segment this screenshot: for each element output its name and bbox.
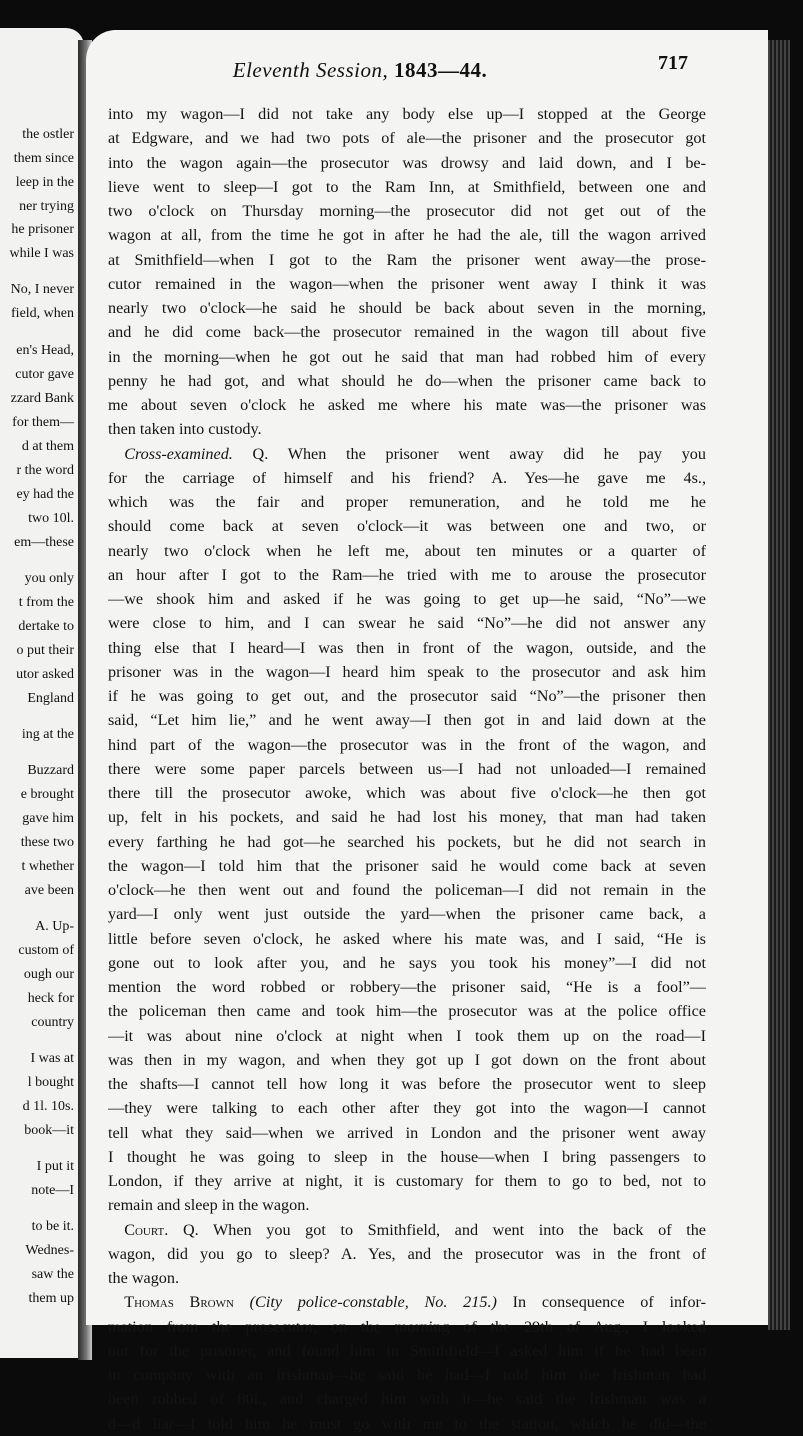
text-line: hind part of the wagon—the prosecutor was in the front of the wagon, and	[108, 735, 706, 754]
left-page-line: heck for	[27, 991, 74, 1006]
text-line: tell what they said—when we arrived in London and the prisoner went away	[108, 1123, 706, 1142]
text-line: Cross-examined. Q. When the prisoner went away did he pay you	[124, 444, 706, 463]
left-page-line: em—these	[14, 535, 74, 550]
running-head-title: Eleventh Session,	[232, 58, 389, 82]
text-line: into my wagon—I did not take any body else up—I stopped at the George	[108, 105, 706, 123]
text-line: —we shook him and asked if he was going to get up—he said, “No”—we	[108, 590, 706, 608]
text-line: was then in my wagon, and when they got up I got down on the front about	[108, 1050, 706, 1069]
text-line: at Smithfield—when I got to the Ram the prisoner went away—the prose-	[108, 250, 706, 269]
text-line: and he did come back—the prosecutor remained in the wagon till about five	[108, 323, 706, 342]
text-line: o'clock—he then went out and found the policeman—I did not remain in the	[108, 881, 706, 899]
left-page-line: you only	[24, 571, 74, 586]
text-line: yard—I only went just outside the yard—when the prisoner came back, a	[108, 905, 706, 924]
page-edges	[768, 40, 790, 1330]
left-page-line: d at them	[21, 439, 74, 454]
text-line: an hour after I got to the Ram—he tried with me to arouse the prosecutor	[108, 565, 706, 584]
text-line: were close to him, and I can swear he said “No”—he did not answer any	[108, 614, 706, 633]
text-line: into the wagon again—the prosecutor was drowsy and laid down, and I be-	[108, 153, 706, 172]
body-text	[108, 102, 706, 1436]
text-line: which was the fair and proper remuneration, and he told me he	[108, 493, 706, 511]
left-page-line: r the word	[16, 463, 74, 478]
left-page-line: I put it	[36, 1159, 74, 1174]
text-line: I thought he was going to sleep in the house—when I bring passengers to	[108, 1147, 706, 1166]
text-line: at Edgware, and we had two pots of ale—the prisoner and the prosecutor got	[108, 129, 706, 148]
text-line: London, if they arrive at night, it is customary for them to go to bed, not to	[108, 1172, 706, 1190]
left-page-line: Wednes-	[25, 1243, 74, 1258]
text-line: Thomas Brown (City police-constable, No. 215.) In consequence of infor-	[124, 1293, 706, 1312]
left-page-line: t whether	[21, 859, 74, 874]
left-page-line: the ostler	[22, 127, 74, 142]
text-line: the wagon.	[108, 1269, 180, 1287]
text-line: me about seven o'clock he asked me where his mate was—the prisoner was	[108, 396, 706, 414]
text-line: two o'clock on Thursday morning—the prosecutor did not get out of the	[108, 202, 706, 220]
text-line: nearly two o'clock when he left me, about ten minutes or a quarter of	[108, 541, 706, 560]
text-line: out for the prisoner, and found him in Smithfield—I asked him if he had been	[108, 1341, 706, 1360]
left-page-line: gave him	[22, 811, 74, 826]
left-page-line: field, when	[11, 306, 74, 321]
left-page-line: them since	[13, 151, 74, 166]
text-line: thing else that I heard—I was then in front of the wagon, outside, and the	[108, 638, 706, 657]
previous-page-fragment	[0, 28, 84, 1358]
left-page-line: dertake to	[18, 619, 74, 634]
text-line: —they were talking to each other after they got into the wagon—I cannot	[108, 1099, 706, 1118]
left-page-line: d 1l. 10s.	[22, 1099, 74, 1114]
left-page-line: ner trying	[19, 199, 74, 214]
left-page-line: zzard Bank	[10, 391, 74, 406]
left-page-line: I was at	[30, 1051, 74, 1066]
left-page-line: custom of	[18, 943, 74, 958]
text-line: penny he had got, and what should he do—when the prisoner came back to	[108, 371, 706, 390]
left-page-line: ough our	[23, 967, 74, 982]
text-line: in company with an Irishman—he said he had—I told him the Irishman had	[108, 1366, 706, 1384]
running-head-years: 1843—44.	[393, 58, 488, 82]
text-line: if he was going to get out, and the prosecutor said “No”—the prisoner then	[108, 687, 706, 705]
text-line: little before seven o'clock, he asked where his mate was, and I said, “He is	[108, 929, 706, 948]
left-page-line: he prisoner	[11, 222, 74, 237]
left-page-line: t from the	[18, 595, 74, 610]
left-page-line: l bought	[27, 1075, 74, 1090]
left-page-line: ave been	[24, 883, 74, 898]
text-line: every farthing he had got—he searched his pockets, but he did not search in	[108, 832, 706, 851]
left-page-line: leep in the	[15, 175, 74, 190]
witness-name: Thomas Brown	[124, 1293, 234, 1312]
left-page-line: book—it	[24, 1123, 74, 1138]
left-page-line: Buzzard	[27, 763, 74, 778]
text-line: lieve went to sleep—I got to the Ram Inn, at Smithfield, between one and	[108, 177, 706, 196]
page-number: 717	[658, 52, 688, 74]
text-line: —it was about nine o'clock at night when I took them up on the road—I	[108, 1026, 706, 1045]
left-page-line: note—I	[31, 1183, 74, 1198]
text-line: then taken into custody.	[108, 420, 262, 439]
text-line: should come back at seven o'clock—it was between one and two, or	[108, 517, 706, 536]
left-page-line: saw the	[31, 1267, 74, 1282]
left-page-line: ing at the	[21, 727, 74, 742]
text-line: in the morning—when he got out he said that man had robbed him of every	[108, 347, 706, 366]
left-page-line: A. Up-	[35, 919, 74, 934]
text-line: wagon at all, from the time he got in after he had the ale, till the wagon arrived	[108, 226, 706, 245]
left-page-line: cutor gave	[15, 367, 74, 382]
text-line: mation from the prosecutor, on the morning of the 29th of Aug., I looked	[108, 1317, 706, 1336]
left-page-line: utor asked	[16, 667, 74, 682]
left-page-line: ey had the	[16, 487, 74, 502]
text-line: there till the prosecutor awoke, which was about five o'clock—he then got	[108, 784, 706, 802]
left-page-line: e brought	[20, 787, 74, 802]
text-line: up, felt in his pockets, and said he had lost his money, that man had taken	[108, 808, 706, 827]
left-page-line: two 10l.	[28, 511, 74, 526]
left-page-line: for them—	[12, 415, 74, 430]
left-page-line: o put their	[16, 643, 74, 658]
text-line: the shafts—I cannot tell how long it was before the prosecutor went to sleep	[108, 1075, 706, 1093]
left-page-line: No, I never	[10, 282, 74, 297]
court-label: Court.	[124, 1220, 169, 1239]
text-line: the policeman then came and took him—the prosecutor was at the police office	[108, 1002, 706, 1021]
left-page-line: them up	[28, 1291, 74, 1306]
left-page-line: these two	[20, 835, 74, 850]
cross-examined-label: Cross-examined.	[124, 444, 233, 463]
witness-role: (City police-constable, No. 215.)	[249, 1293, 497, 1312]
text-line: the wagon—I told him that the prisoner said he would come back at seven	[108, 856, 706, 875]
left-page-line: England	[27, 691, 74, 706]
text-line: remain and sleep in the wagon.	[108, 1196, 310, 1215]
left-page-line: country	[31, 1015, 74, 1030]
text-line: there were some paper parcels between us—I had not unloaded—I remained	[108, 759, 706, 778]
text-line: Court. Q. When you got to Smithfield, and went into the back of the	[124, 1220, 706, 1239]
text-line: said, “Let him lie,” and he went away—I then got in and laid down at the	[108, 711, 706, 730]
running-head	[170, 58, 550, 83]
text-line: mention the word robbed or robbery—the prisoner said, “He is a fool”—	[108, 978, 706, 996]
left-page-line: en's Head,	[16, 343, 74, 358]
text-line: prisoner was in the wagon—I heard him speak to the prosecutor and ask him	[108, 662, 706, 681]
text-line: wagon, did you go to sleep? A. Yes, and the prosecutor was in the front of	[108, 1244, 706, 1263]
text-line: d—d liar—I told him he must go with me to the station, which he did—the	[108, 1414, 706, 1433]
text-line: gone out to look after you, and he says you took his money”—I did not	[108, 953, 706, 972]
text-line: nearly two o'clock—he said he should be back about seven in the morning,	[108, 299, 706, 317]
left-page-line: while I was	[9, 246, 74, 261]
text-line: cutor remained in the wagon—when the prisoner went away I think it was	[108, 274, 706, 293]
text-line: for the carriage of himself and his friend? A. Yes—he gave me 4s.,	[108, 468, 706, 487]
left-page-line: to be it.	[31, 1219, 74, 1234]
text-line: been robbed of 80l., and charged him with it—he said the Irishman was a	[108, 1390, 706, 1409]
